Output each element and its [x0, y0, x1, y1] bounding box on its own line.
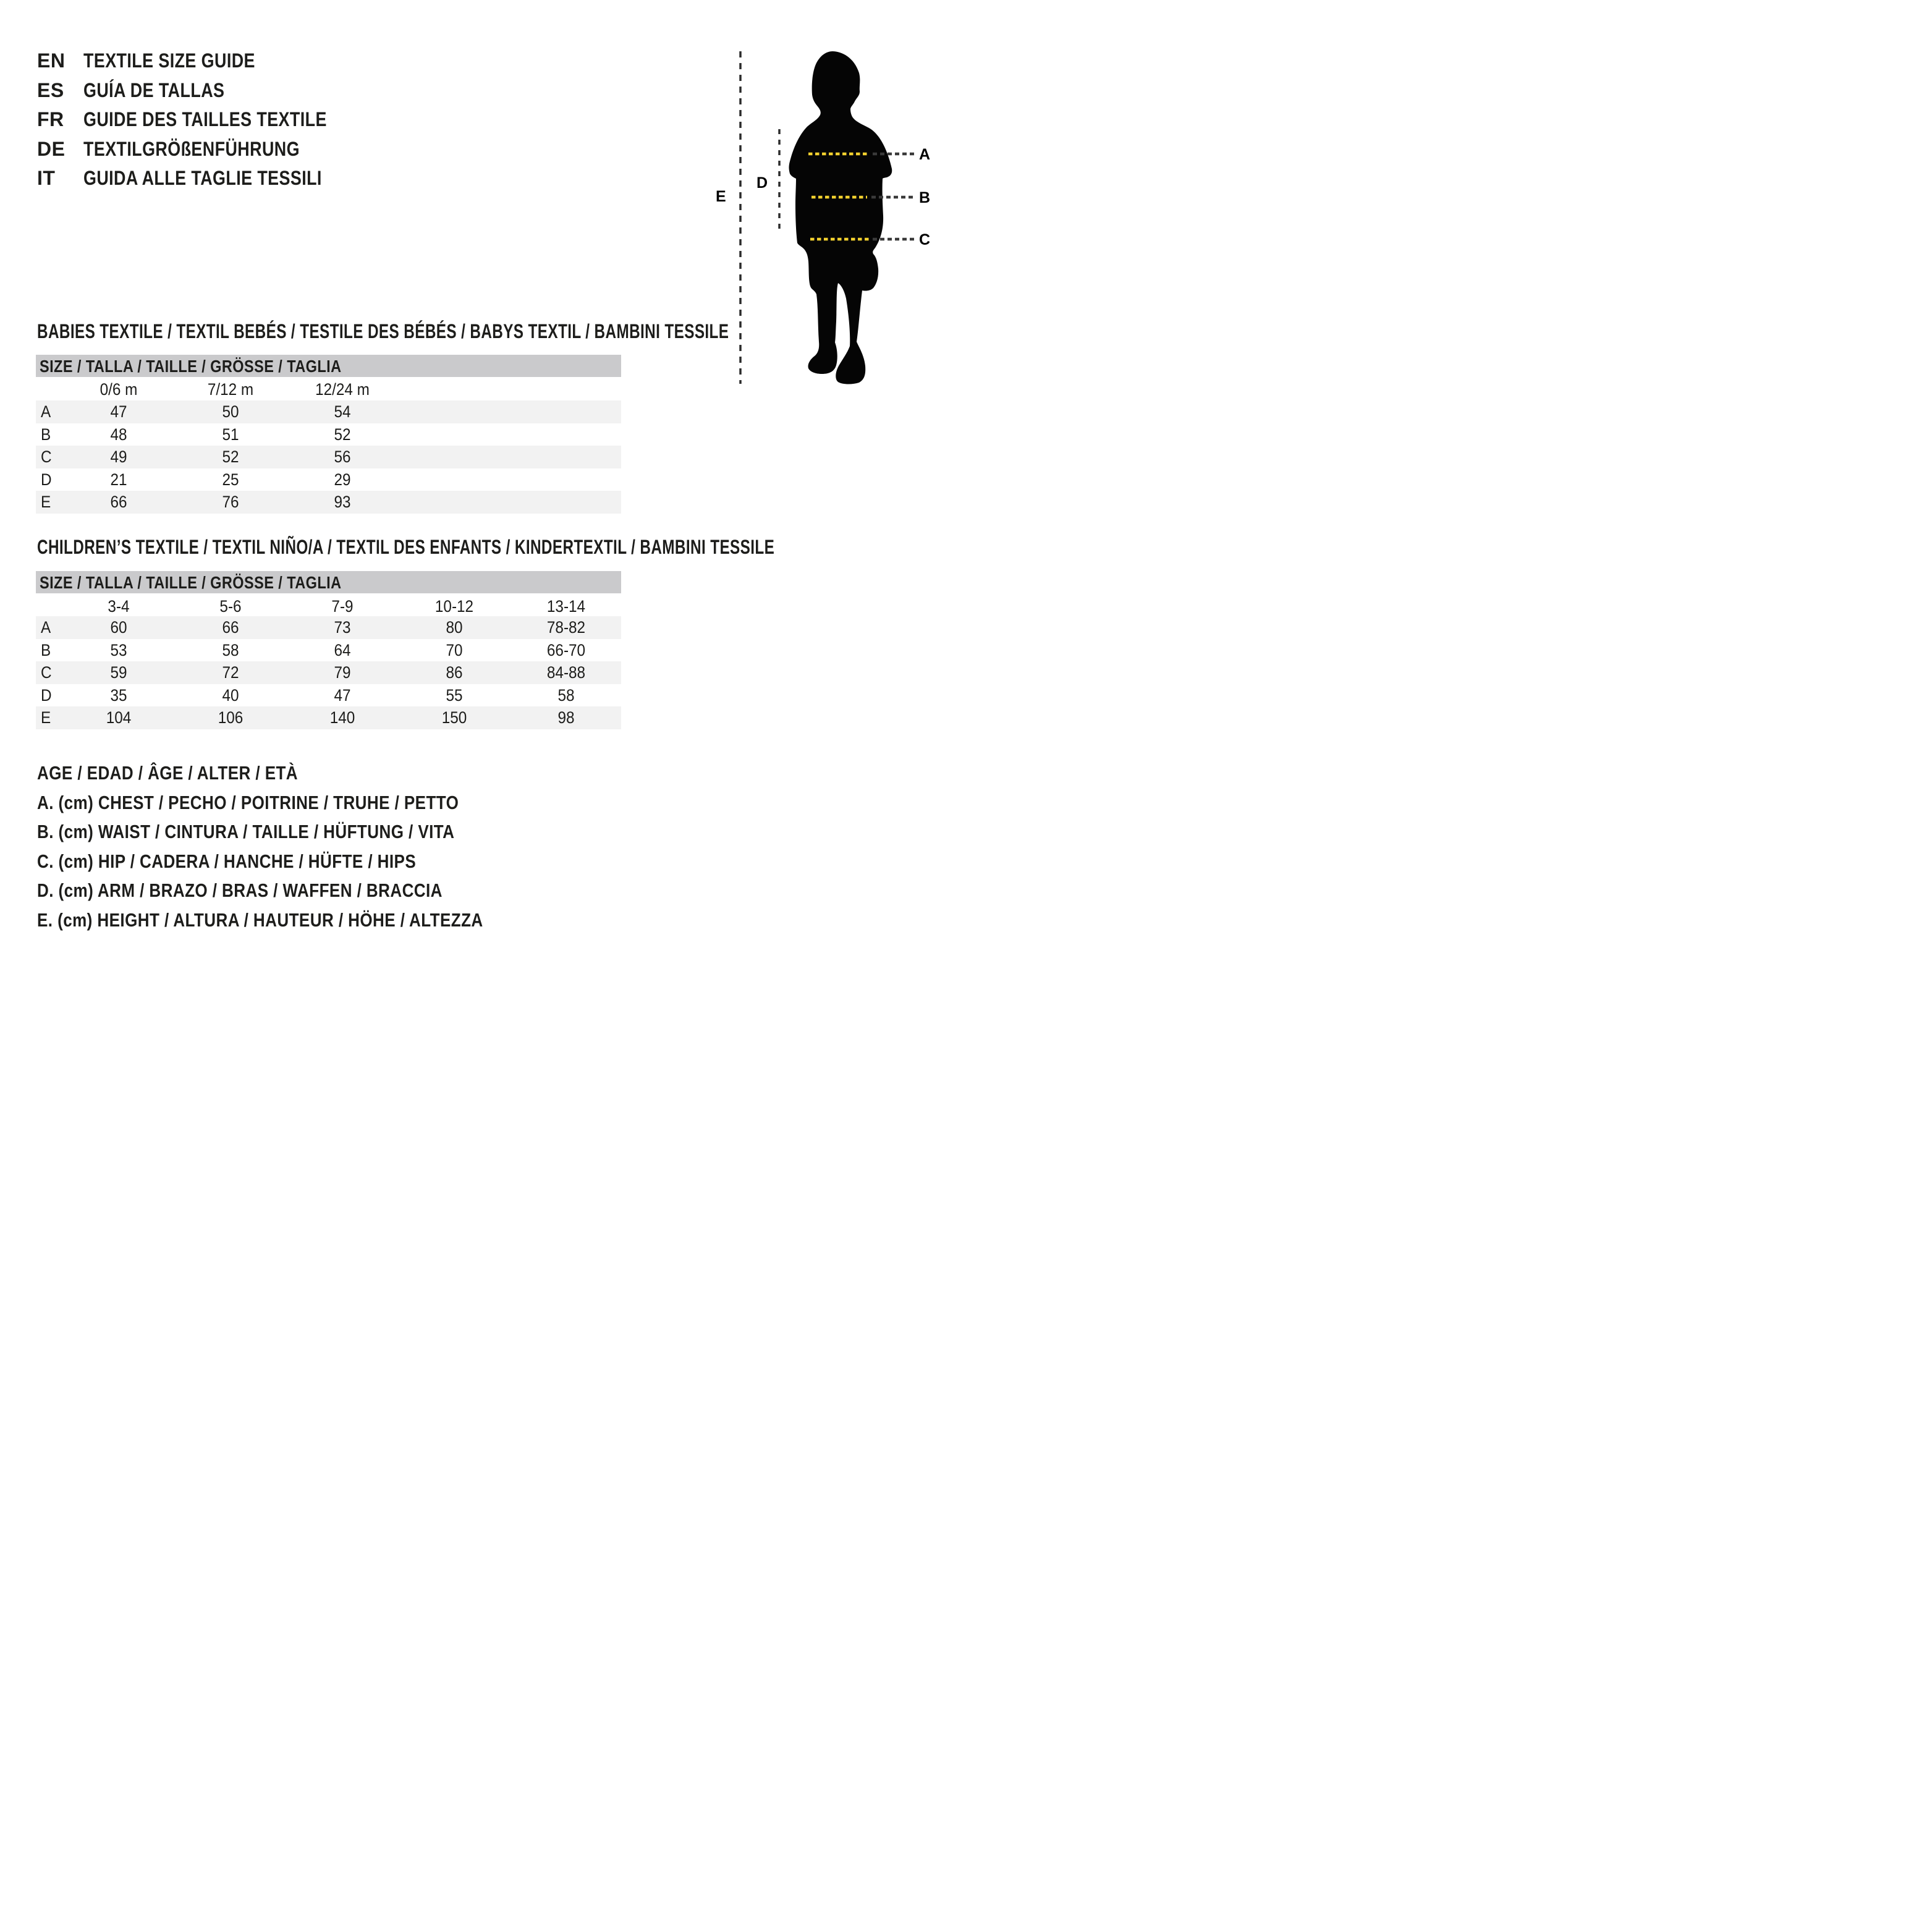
row-label: B: [41, 640, 51, 659]
row-label: D: [41, 470, 52, 489]
table-row: [36, 423, 621, 446]
children-column-headers: [36, 595, 621, 618]
row-label: E: [41, 493, 51, 511]
column-header: 0/6 m: [100, 380, 138, 399]
table-cell: 47: [334, 685, 351, 705]
legend-waist: B. (cm) WAIST / CINTURA / TAILLE / HÜFTUNG / VITA: [37, 821, 455, 842]
legend-arm: D. (cm) ARM / BRAZO / BRAS / WAFFEN / BRACCIA: [37, 879, 443, 901]
measure-label-a: A: [919, 146, 931, 163]
guide-title-fr: GUIDE DES TAILLES TEXTILE: [83, 108, 327, 131]
table-row: [36, 616, 621, 639]
language-row-en: [37, 46, 470, 76]
table-cell: 51: [222, 425, 239, 444]
row-label: C: [41, 663, 52, 682]
table-cell: 53: [110, 640, 127, 659]
column-header: 3-4: [108, 597, 130, 616]
row-label: A: [41, 402, 51, 421]
table-cell: 52: [222, 447, 239, 466]
language-code: FR: [37, 108, 64, 131]
table-cell: 72: [222, 663, 239, 682]
babies-section-title: BABIES TEXTILE / TEXTIL BEBÉS / TESTILE DES BÉBÉS / BABYS TEXTIL / BAMBINI TESSILE: [37, 320, 729, 342]
table-cell: 55: [446, 685, 463, 705]
table-cell: 54: [334, 402, 351, 421]
table-cell: 73: [334, 618, 351, 637]
column-header: 5-6: [219, 597, 242, 616]
guide-title-en: TEXTILE SIZE GUIDE: [83, 49, 255, 72]
column-header: 7-9: [331, 597, 354, 616]
language-row-fr: [37, 105, 470, 135]
language-row-es: [37, 76, 470, 106]
table-cell: 52: [334, 425, 351, 444]
row-label: E: [41, 708, 51, 727]
children-size-header-bar: SIZE / TALLA / TAILLE / GRÖSSE / TAGLIA: [36, 571, 621, 593]
table-cell: 76: [222, 493, 239, 511]
babies-size-header-bar: SIZE / TALLA / TAILLE / GRÖSSE / TAGLIA: [36, 355, 621, 377]
table-cell: 60: [110, 618, 127, 637]
measurement-legend: [37, 758, 568, 934]
row-label: A: [41, 618, 51, 637]
table-cell: 84-88: [546, 663, 586, 682]
language-code: DE: [37, 137, 66, 160]
table-row: [36, 639, 621, 662]
column-header: 12/24 m: [315, 380, 370, 399]
table-cell: 21: [110, 470, 127, 489]
table-row: [36, 706, 621, 729]
row-label: B: [41, 425, 51, 444]
table-cell: 49: [110, 447, 127, 466]
table-cell: 86: [446, 663, 463, 682]
table-cell: 66: [110, 493, 127, 511]
measure-label-b: B: [919, 189, 931, 206]
legend-hip: C. (cm) HIP / CADERA / HANCHE / HÜFTE / HIPS: [37, 850, 417, 872]
language-code: ES: [37, 78, 64, 101]
table-cell: 93: [334, 493, 351, 511]
language-title-list: [37, 46, 470, 193]
table-cell: 64: [334, 640, 351, 659]
table-cell: 78-82: [546, 618, 586, 637]
table-cell: 70: [446, 640, 463, 659]
column-header: 13-14: [546, 597, 586, 616]
table-cell: 47: [110, 402, 127, 421]
table-cell: 25: [222, 470, 239, 489]
table-cell: 48: [110, 425, 127, 444]
table-cell: 104: [106, 708, 132, 727]
table-cell: 35: [110, 685, 127, 705]
language-code: IT: [37, 167, 56, 190]
table-cell: 66: [222, 618, 239, 637]
measure-label-c: C: [919, 231, 931, 248]
table-row: [36, 400, 621, 423]
legend-age: AGE / EDAD / ÂGE / ALTER / ETÀ: [37, 762, 299, 784]
legend-chest: A. (cm) CHEST / PECHO / POITRINE / TRUHE / PETTO: [37, 791, 459, 813]
guide-title-es: GUÍA DE TALLAS: [83, 78, 225, 101]
table-cell: 79: [334, 663, 351, 682]
table-cell: 58: [222, 640, 239, 659]
guide-title-it: GUIDA ALLE TAGLIE TESSILI: [83, 167, 322, 190]
table-cell: 106: [218, 708, 244, 727]
table-cell: 29: [334, 470, 351, 489]
table-cell: 80: [446, 618, 463, 637]
measure-label-d: D: [756, 174, 768, 192]
table-cell: 40: [222, 685, 239, 705]
column-header: 7/12 m: [207, 380, 254, 399]
table-cell: 56: [334, 447, 351, 466]
children-section-title: CHILDREN’S TEXTILE / TEXTIL NIÑO/A / TEXTIL DES ENFANTS / KINDERTEXTIL / BAMBINI TESSILE: [37, 536, 775, 558]
table-row: [36, 446, 621, 468]
row-label: D: [41, 685, 52, 705]
row-label: C: [41, 447, 52, 466]
table-cell: 150: [441, 708, 467, 727]
table-cell: 140: [329, 708, 355, 727]
babies-column-headers: [36, 378, 621, 401]
table-cell: 59: [110, 663, 127, 682]
table-row: [36, 491, 621, 514]
language-code: EN: [37, 49, 66, 72]
legend-height: E. (cm) HEIGHT / ALTURA / HAUTEUR / HÖHE / ALTEZZA: [37, 909, 483, 931]
language-row-de: [37, 135, 470, 164]
table-row: [36, 661, 621, 684]
table-row: [36, 684, 621, 707]
measure-label-e: E: [716, 188, 726, 205]
language-row-it: [37, 164, 470, 193]
table-row: [36, 468, 621, 491]
table-cell: 66-70: [546, 640, 586, 659]
table-cell: 50: [222, 402, 239, 421]
table-cell: 98: [557, 708, 575, 727]
guide-title-de: TEXTILGRÖßENFÜHRUNG: [83, 137, 300, 160]
table-cell: 58: [557, 685, 575, 705]
textile-size-guide-page: [0, 0, 966, 966]
column-header: 10-12: [434, 597, 474, 616]
